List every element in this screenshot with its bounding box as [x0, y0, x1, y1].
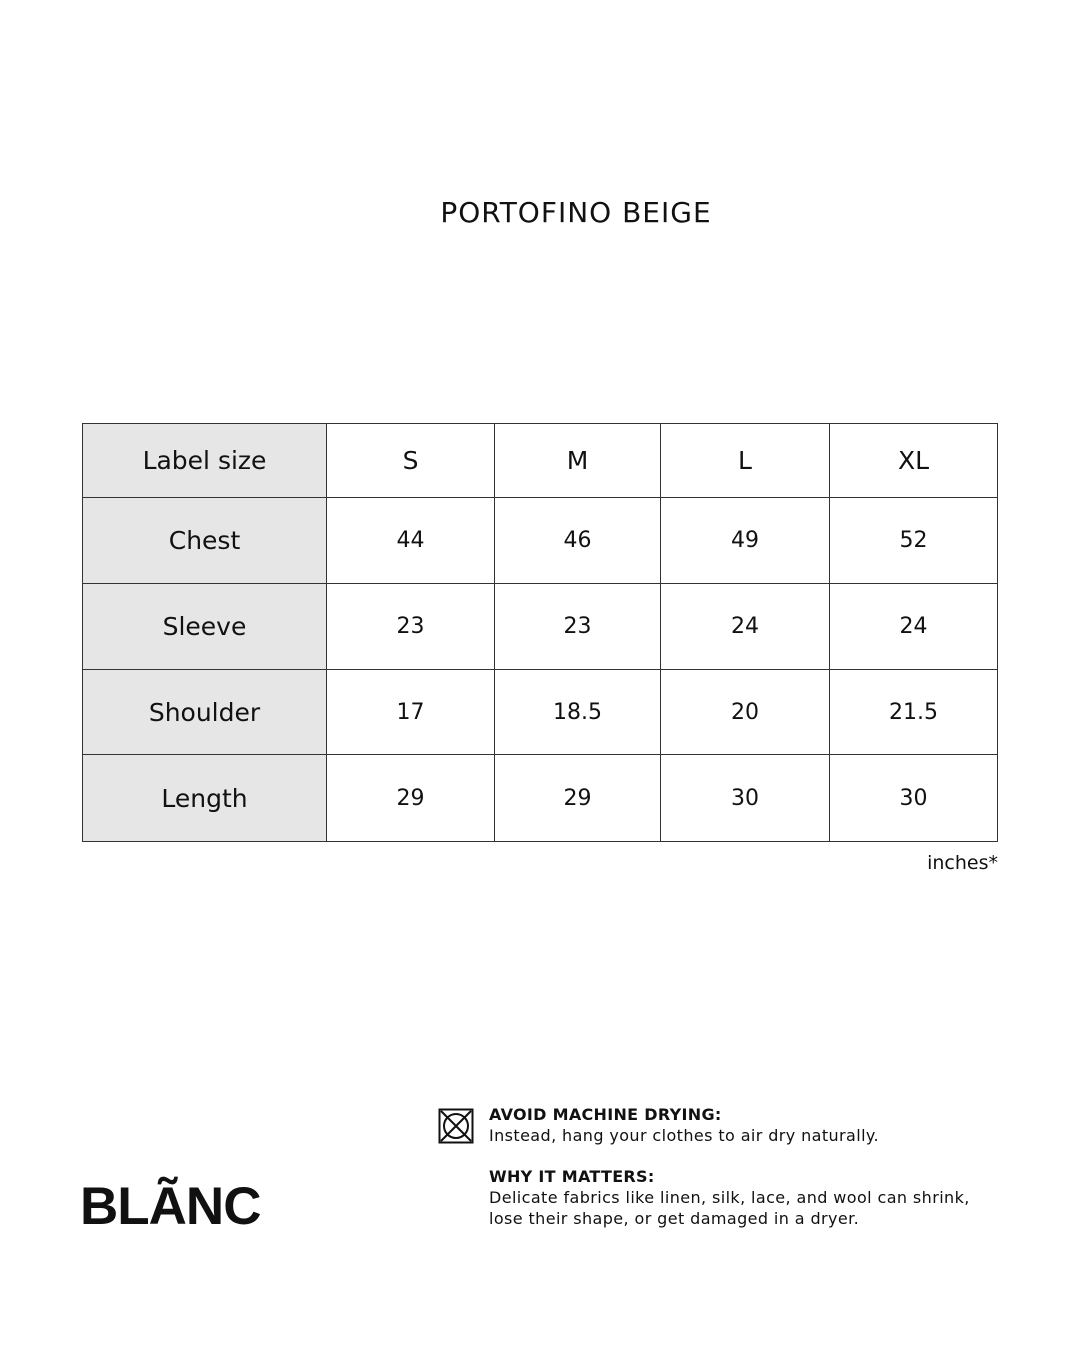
table-cell: 23 [327, 584, 495, 670]
table-cell: 23 [495, 584, 661, 670]
row-label-shoulder: Shoulder [83, 670, 327, 755]
table-cell: 46 [495, 498, 661, 584]
size-xl-header: XL [830, 424, 998, 498]
table-cell: 20 [661, 670, 830, 755]
row-label-length: Length [83, 755, 327, 842]
do-not-tumble-dry-icon [438, 1108, 474, 1144]
size-l-header: L [661, 424, 830, 498]
table-cell: 24 [830, 584, 998, 670]
table-cell: 44 [327, 498, 495, 584]
size-header-row [83, 424, 998, 498]
table-cell: 29 [495, 755, 661, 842]
table-row-sleeve [83, 584, 998, 670]
care-instructions [489, 1104, 1059, 1229]
size-chart-table [82, 423, 998, 842]
table-cell: 29 [327, 755, 495, 842]
table-cell: 30 [830, 755, 998, 842]
care-heading-why: WHY IT MATTERS: [489, 1167, 655, 1186]
table-cell: 49 [661, 498, 830, 584]
table-row-length [83, 755, 998, 842]
size-m-header: M [495, 424, 661, 498]
care-text-air-dry: Instead, hang your clothes to air dry naturally. [489, 1126, 880, 1145]
unit-note: inches* [927, 852, 998, 874]
table-cell: 52 [830, 498, 998, 584]
table-cell: 17 [327, 670, 495, 755]
table-cell: 30 [661, 755, 830, 842]
care-text-why-line-2: lose their shape, or get damaged in a dryer. [489, 1209, 860, 1228]
table-row-shoulder [83, 670, 998, 755]
row-label-sleeve: Sleeve [83, 584, 327, 670]
care-heading-avoid-drying: AVOID MACHINE DRYING: [489, 1105, 722, 1124]
product-title: PORTOFINO BEIGE [440, 196, 712, 229]
table-row-chest [83, 498, 998, 584]
table-cell: 24 [661, 584, 830, 670]
size-s-header: S [327, 424, 495, 498]
care-text-why-line-1: Delicate fabrics like linen, silk, lace, and wool can shrink, [489, 1188, 970, 1207]
label-size-header: Label size [83, 424, 327, 498]
row-label-chest: Chest [83, 498, 327, 584]
table-cell: 21.5 [830, 670, 998, 755]
table-cell: 18.5 [495, 670, 661, 755]
brand-logo: BLÃNC [80, 1177, 261, 1236]
